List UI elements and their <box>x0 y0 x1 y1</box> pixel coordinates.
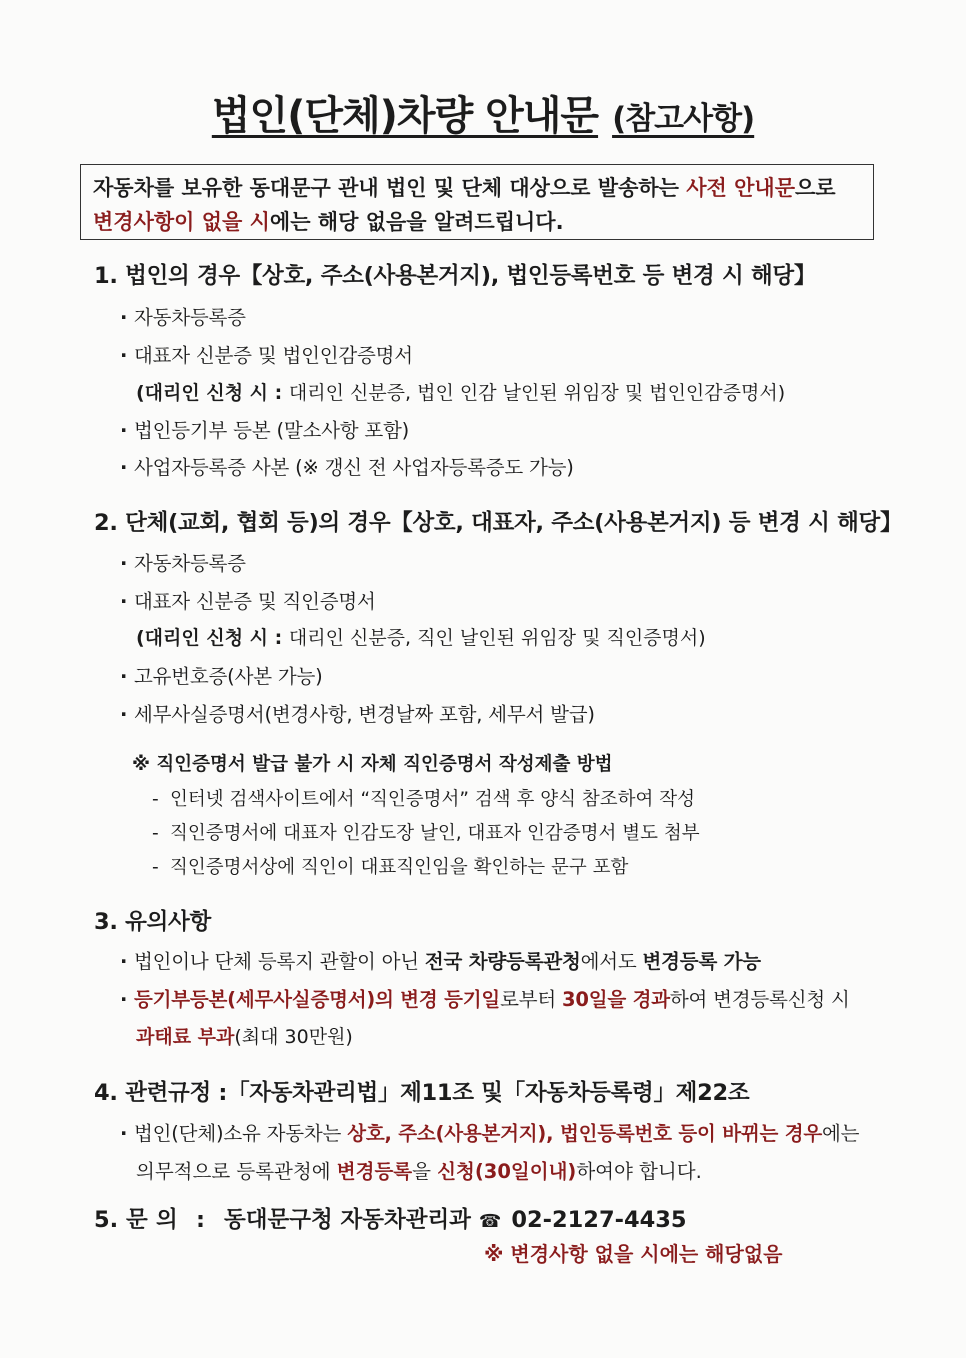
final-note: ※ 변경사항 없을 시에는 해당없음 <box>484 1242 783 1266</box>
contact-line <box>94 1202 687 1234</box>
section2-proxy-note: (대리인 신청 시 : 대리인 신분증, 직인 날인된 위임장 및 직인증명서) <box>136 627 706 649</box>
telephone-icon: ☎ <box>478 1211 502 1232</box>
section2-heading: 2. 단체(교회, 협회 등)의 경우【상호, 대표자, 주소(사용본거지) 등 변경 시 해당】 <box>94 510 903 536</box>
document-title <box>0 84 966 141</box>
intro-line-2 <box>93 205 861 239</box>
intro-box <box>80 164 874 240</box>
section1-item: · 법인등기부 등본 (말소사항 포함) <box>120 419 410 442</box>
contact-phone: 02-2127-4435 <box>511 1207 687 1233</box>
contact-colon: : <box>196 1207 205 1233</box>
section3-item: · 법인이나 단체 등록지 관할이 아닌 전국 차량등록관청에서도 변경등록 가능 <box>120 950 761 973</box>
section2-item: · 고유번호증(사본 가능) <box>120 665 323 688</box>
contact-label: 의 <box>156 1207 178 1233</box>
intro-text: 에는 해당 없음을 알려드립니다. <box>269 210 564 234</box>
intro-highlight: 변경사항이 없을 시 <box>93 210 270 234</box>
section3-item: · 등기부등본(세무사실증명서)의 변경 등기일로부터 30일을 경과하여 변경등록신청 시 <box>120 988 850 1011</box>
contact-number-label: 5. 문 <box>94 1207 148 1233</box>
seal-certificate-note-item: - 인터넷 검색사이트에서 “직인증명서” 검색 후 양식 참조하여 작성 <box>152 789 695 810</box>
section4-line: · 법인(단체)소유 자동차는 상호, 주소(사용본거지), 법인등록번호 등이 바뀌는 경우에는 <box>120 1122 860 1145</box>
section2-item: · 대표자 신분증 및 직인증명서 <box>120 590 376 613</box>
section1-item: · 사업자등록증 사본 (※ 갱신 전 사업자등록증도 가능) <box>120 456 574 479</box>
intro-text: 자동차를 보유한 동대문구 관내 법인 및 단체 대상으로 발송하는 <box>93 176 687 200</box>
section1-item: · 자동차등록증 <box>120 306 246 329</box>
seal-certificate-note-item: - 직인증명서상에 직인이 대표직인임을 확인하는 문구 포함 <box>152 857 629 878</box>
intro-highlight: 사전 안내문 <box>686 176 795 200</box>
section4-line: 의무적으로 등록관청에 변경등록을 신청(30일이내)하여야 합니다. <box>136 1160 702 1183</box>
section1-heading: 1. 법인의 경우【상호, 주소(사용본거지), 법인등록번호 등 변경 시 해당】 <box>94 263 817 289</box>
contact-department: 동대문구청 자동차관리과 <box>224 1207 471 1233</box>
section3-fine-note: 과태료 부과(최대 30만원) <box>136 1026 353 1048</box>
intro-text: 으로 <box>794 176 836 200</box>
seal-certificate-note-heading: ※ 직인증명서 발급 불가 시 자체 직인증명서 작성제출 방법 <box>132 754 613 775</box>
section3-heading: 3. 유의사항 <box>94 909 211 935</box>
intro-line-1 <box>93 171 861 205</box>
section1-proxy-note: (대리인 신청 시 : 대리인 신분증, 법인 인감 날인된 위임장 및 법인인감증명서) <box>136 382 786 404</box>
section2-item: · 세무사실증명서(변경사항, 변경날짜 포함, 세무서 발급) <box>120 703 595 726</box>
section4-heading: 4. 관련규정 :「자동차관리법」제11조 및「자동차등록령」제22조 <box>94 1080 750 1106</box>
seal-certificate-note-item: - 직인증명서에 대표자 인감도장 날인, 대표자 인감증명서 별도 첨부 <box>152 823 700 844</box>
section1-item: · 대표자 신분증 및 법인인감증명서 <box>120 344 413 367</box>
title-sub: (참고사항) <box>612 101 755 137</box>
title-main: 법인(단체)차량 안내문 <box>211 93 599 139</box>
section2-item: · 자동차등록증 <box>120 552 246 575</box>
